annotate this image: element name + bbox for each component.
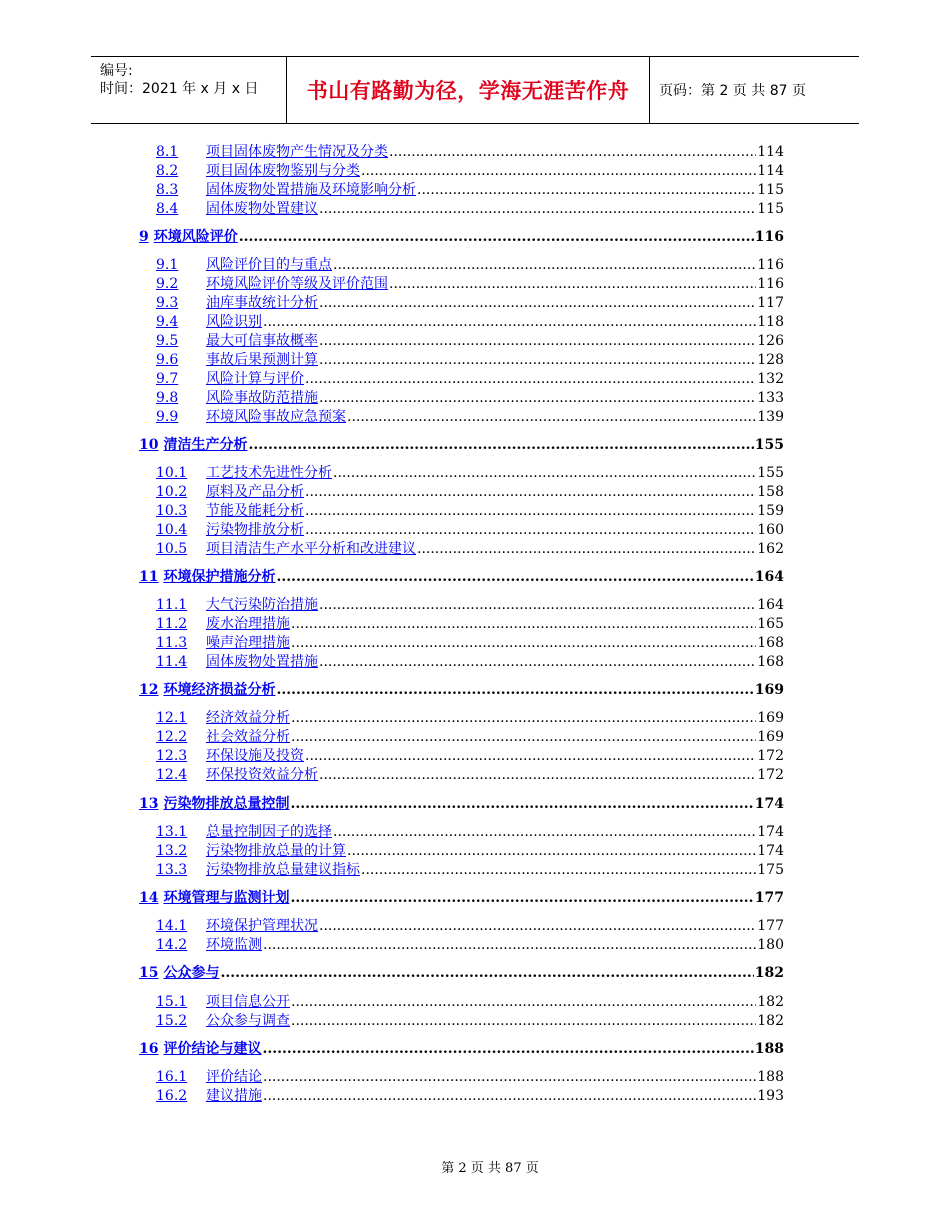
toc-entry-page: 115 bbox=[757, 182, 784, 198]
toc-section-page: 169 bbox=[754, 682, 784, 698]
toc-entry-page: 118 bbox=[757, 314, 784, 330]
toc-entry-page: 174 bbox=[757, 843, 784, 859]
toc-entry-number[interactable]: 13.3 bbox=[156, 862, 188, 878]
toc-entry[interactable] bbox=[156, 502, 784, 521]
toc-entry-title[interactable]: 项目固体废物产生情况及分类 bbox=[206, 144, 388, 160]
toc-entry-number[interactable]: 10.5 bbox=[156, 541, 188, 557]
toc-entry-page: 180 bbox=[757, 937, 784, 953]
toc-leader-dots bbox=[319, 389, 756, 408]
toc-leader-dots bbox=[319, 596, 756, 615]
toc-entry-page: 158 bbox=[757, 484, 784, 500]
toc-section-page: 164 bbox=[754, 569, 784, 585]
toc-entry-page: 155 bbox=[757, 465, 784, 481]
toc-entry-page: 168 bbox=[757, 654, 784, 670]
toc-entry-page: 116 bbox=[757, 257, 784, 273]
toc-entry-title[interactable]: 节能及能耗分析 bbox=[206, 503, 304, 519]
toc-entry-title[interactable]: 风险计算与评价 bbox=[206, 371, 304, 387]
toc-section-title[interactable]: 公众参与 bbox=[163, 965, 220, 981]
toc-section-number[interactable]: 10 bbox=[139, 437, 159, 453]
toc-entry-number[interactable]: 9.9 bbox=[156, 409, 179, 425]
motto-text: 书山有路勤为径，学海无涯苦作舟 bbox=[306, 79, 630, 103]
toc-entry[interactable] bbox=[156, 351, 784, 370]
toc-entry-page: 162 bbox=[757, 541, 784, 557]
toc-section[interactable] bbox=[139, 1040, 784, 1059]
toc-entry-number[interactable]: 11.2 bbox=[156, 616, 188, 632]
toc-entry-page: 172 bbox=[757, 748, 784, 764]
toc-entry-number[interactable]: 9.6 bbox=[156, 352, 179, 368]
toc-entry-page: 116 bbox=[757, 276, 784, 292]
toc-entry-number[interactable]: 8.2 bbox=[156, 163, 179, 179]
toc-section[interactable] bbox=[139, 681, 784, 700]
toc-section[interactable] bbox=[139, 436, 784, 455]
toc-entry-title[interactable]: 风险事故防范措施 bbox=[206, 390, 318, 406]
toc-leader-dots bbox=[263, 1068, 756, 1087]
toc-entry-page: 114 bbox=[757, 163, 784, 179]
toc-leader-dots bbox=[263, 1087, 756, 1106]
header-page-cell bbox=[650, 57, 859, 123]
toc-entry-title[interactable]: 风险识别 bbox=[206, 314, 262, 330]
toc-entry[interactable] bbox=[156, 162, 784, 181]
toc-entry-page: 117 bbox=[757, 295, 784, 311]
toc-entry[interactable] bbox=[156, 540, 784, 559]
toc-entry-page: 132 bbox=[757, 371, 784, 387]
toc-section-number[interactable]: 14 bbox=[139, 890, 159, 906]
toc-leader-dots bbox=[361, 861, 756, 880]
toc-entry-title[interactable]: 风险评价目的与重点 bbox=[206, 257, 332, 273]
toc-entry-page: 126 bbox=[757, 333, 784, 349]
toc-section-title[interactable]: 环境风险评价 bbox=[153, 229, 238, 245]
toc-leader-dots bbox=[417, 181, 756, 200]
toc-entry-number[interactable]: 14.1 bbox=[156, 918, 188, 934]
toc-entry-title[interactable]: 环境监测 bbox=[206, 937, 262, 953]
toc-section[interactable] bbox=[139, 568, 784, 587]
toc-leader-dots bbox=[290, 795, 753, 814]
toc-entry-page: 193 bbox=[757, 1088, 784, 1104]
toc-section-page: 116 bbox=[754, 229, 784, 245]
toc-entry-title[interactable]: 噪声治理措施 bbox=[206, 635, 290, 651]
toc-entry-number[interactable]: 11.1 bbox=[156, 597, 188, 613]
toc-entry-title[interactable]: 污染物排放总量的计算 bbox=[206, 843, 346, 859]
toc-entry[interactable] bbox=[156, 370, 784, 389]
toc-entry-title[interactable]: 事故后果预测计算 bbox=[206, 352, 318, 368]
toc-entry-number[interactable]: 9.7 bbox=[156, 371, 179, 387]
toc-leader-dots bbox=[305, 370, 756, 389]
toc-entry-title[interactable]: 工艺技术先进性分析 bbox=[206, 465, 332, 481]
toc-entry-title[interactable]: 评价结论 bbox=[206, 1069, 262, 1085]
toc-leader-dots bbox=[291, 1012, 756, 1031]
toc-entry-number[interactable]: 15.1 bbox=[156, 994, 188, 1010]
page-header bbox=[91, 56, 859, 124]
toc-entry-page: 174 bbox=[757, 824, 784, 840]
toc-entry-page: 172 bbox=[757, 767, 784, 783]
toc-section-page: 177 bbox=[754, 890, 784, 906]
toc-section[interactable] bbox=[139, 795, 784, 814]
toc-entry-title[interactable]: 社会效益分析 bbox=[206, 729, 290, 745]
toc-section-title[interactable]: 清洁生产分析 bbox=[163, 437, 248, 453]
toc-leader-dots bbox=[305, 521, 756, 540]
toc-leader-dots bbox=[291, 634, 756, 653]
toc-leader-dots bbox=[319, 332, 756, 351]
toc-entry[interactable] bbox=[156, 1068, 784, 1087]
toc-entry-title[interactable]: 环保投资效益分析 bbox=[206, 767, 318, 783]
toc-entry-number[interactable]: 16.1 bbox=[156, 1069, 188, 1085]
toc-entry-number[interactable]: 10.4 bbox=[156, 522, 188, 538]
toc-entry[interactable] bbox=[156, 917, 784, 936]
toc-leader-dots bbox=[248, 436, 753, 455]
toc-entry[interactable] bbox=[156, 766, 784, 785]
toc-entry-title[interactable]: 固体废物处置建议 bbox=[206, 201, 318, 217]
toc-entry-number[interactable]: 10.2 bbox=[156, 484, 188, 500]
toc-section[interactable] bbox=[139, 889, 784, 908]
toc-section-number[interactable]: 15 bbox=[139, 965, 159, 981]
toc-entry-title[interactable]: 污染物排放分析 bbox=[206, 522, 304, 538]
header-meta-cell bbox=[91, 57, 287, 123]
toc-section-title[interactable]: 环境保护措施分析 bbox=[163, 569, 276, 585]
toc-leader-dots bbox=[347, 408, 756, 427]
toc-leader-dots bbox=[319, 294, 756, 313]
toc-entry-page: 133 bbox=[757, 390, 784, 406]
toc-entry-title[interactable]: 环境保护管理状况 bbox=[206, 918, 318, 934]
toc-section-number[interactable]: 9 bbox=[139, 229, 149, 245]
toc-leader-dots bbox=[319, 200, 756, 219]
toc-leader-dots bbox=[239, 228, 754, 247]
toc-leader-dots bbox=[333, 823, 756, 842]
toc-entry-page: 182 bbox=[757, 1013, 784, 1029]
toc-section-title[interactable]: 环境经济损益分析 bbox=[163, 682, 276, 698]
toc-entry-title[interactable]: 污染物排放总量建议指标 bbox=[206, 862, 360, 878]
toc-leader-dots bbox=[361, 162, 756, 181]
toc-leader-dots bbox=[305, 747, 756, 766]
toc-entry-page: 159 bbox=[757, 503, 784, 519]
toc-entry-title[interactable]: 废水治理措施 bbox=[206, 616, 290, 632]
toc-entry[interactable] bbox=[156, 181, 784, 200]
toc-entry-number[interactable]: 10.1 bbox=[156, 465, 188, 481]
toc-entry-title[interactable]: 项目信息公开 bbox=[206, 994, 290, 1010]
toc-entry-title[interactable]: 最大可信事故概率 bbox=[206, 333, 318, 349]
toc-leader-dots bbox=[347, 842, 756, 861]
toc-entry-number[interactable]: 12.2 bbox=[156, 729, 188, 745]
toc-entry-number[interactable]: 11.4 bbox=[156, 654, 188, 670]
toc-entry[interactable] bbox=[156, 389, 784, 408]
toc-entry-number[interactable]: 13.2 bbox=[156, 843, 188, 859]
toc-leader-dots bbox=[262, 1040, 753, 1059]
toc-entry-page: 160 bbox=[757, 522, 784, 538]
toc-leader-dots bbox=[291, 709, 756, 728]
toc-entry[interactable] bbox=[156, 256, 784, 275]
toc-entry[interactable] bbox=[156, 143, 784, 162]
toc-leader-dots bbox=[291, 615, 756, 634]
toc-entry-page: 164 bbox=[757, 597, 784, 613]
toc-entry[interactable] bbox=[156, 747, 784, 766]
toc-entry-number[interactable]: 12.4 bbox=[156, 767, 188, 783]
toc-entry-page: 169 bbox=[757, 729, 784, 745]
toc-section-title[interactable]: 环境管理与监测计划 bbox=[163, 890, 290, 906]
toc-entry-page: 114 bbox=[757, 144, 784, 160]
toc-entry[interactable] bbox=[156, 1012, 784, 1031]
toc-entry-page: 175 bbox=[757, 862, 784, 878]
toc-section-page: 155 bbox=[754, 437, 784, 453]
toc-entry[interactable] bbox=[156, 653, 784, 672]
toc-leader-dots bbox=[389, 143, 756, 162]
toc-entry-title[interactable]: 大气污染防治措施 bbox=[206, 597, 318, 613]
toc-entry-page: 177 bbox=[757, 918, 784, 934]
toc-entry[interactable] bbox=[156, 408, 784, 427]
toc-entry-title[interactable]: 项目固体废物鉴别与分类 bbox=[206, 163, 360, 179]
toc-leader-dots bbox=[263, 936, 756, 955]
toc-section-title[interactable]: 污染物排放总量控制 bbox=[163, 796, 290, 812]
toc-entry[interactable] bbox=[156, 1087, 784, 1106]
toc-section-title[interactable]: 评价结论与建议 bbox=[163, 1041, 262, 1057]
toc-entry-number[interactable]: 9.1 bbox=[156, 257, 179, 273]
header-motto-cell bbox=[287, 57, 650, 123]
toc-entry-page: 188 bbox=[757, 1069, 784, 1085]
toc-entry-title[interactable]: 总量控制因子的选择 bbox=[206, 824, 332, 840]
toc-section[interactable] bbox=[139, 228, 784, 247]
toc-entry-title[interactable]: 环境风险评价等级及评价范围 bbox=[206, 276, 388, 292]
toc-leader-dots bbox=[333, 256, 756, 275]
toc-leader-dots bbox=[319, 653, 756, 672]
toc-leader-dots bbox=[305, 483, 756, 502]
toc-entry-page: 115 bbox=[757, 201, 784, 217]
toc-entry[interactable] bbox=[156, 294, 784, 313]
toc-entry-number[interactable]: 10.3 bbox=[156, 503, 188, 519]
toc-leader-dots bbox=[319, 766, 756, 785]
toc-entry-number[interactable]: 9.5 bbox=[156, 333, 179, 349]
toc-entry-number[interactable]: 9.8 bbox=[156, 390, 179, 406]
toc-leader-dots bbox=[276, 681, 753, 700]
toc-entry[interactable] bbox=[156, 842, 784, 861]
toc-entry[interactable] bbox=[156, 634, 784, 653]
toc-entry-page: 168 bbox=[757, 635, 784, 651]
toc-leader-dots bbox=[319, 351, 756, 370]
toc-entry-title[interactable]: 固体废物处置措施 bbox=[206, 654, 318, 670]
toc-entry-page: 139 bbox=[757, 409, 784, 425]
code-label: 编号: bbox=[100, 63, 133, 79]
toc-entry-title[interactable]: 环保设施及投资 bbox=[206, 748, 304, 764]
toc-section-number[interactable]: 11 bbox=[139, 569, 159, 585]
toc-entry[interactable] bbox=[156, 861, 784, 880]
toc-section-number[interactable]: 16 bbox=[139, 1041, 159, 1057]
toc-entry-number[interactable]: 14.2 bbox=[156, 937, 188, 953]
toc-leader-dots bbox=[220, 964, 753, 983]
toc-entry[interactable] bbox=[156, 521, 784, 540]
toc-leader-dots bbox=[417, 540, 756, 559]
toc-entry-title[interactable]: 固体废物处置措施及环境影响分析 bbox=[206, 182, 416, 198]
toc-entry-number[interactable]: 9.3 bbox=[156, 295, 179, 311]
toc-entry-number[interactable]: 13.1 bbox=[156, 824, 188, 840]
toc-entry-title[interactable]: 项目清洁生产水平分析和改进建议 bbox=[206, 541, 416, 557]
toc-entry-number[interactable]: 8.4 bbox=[156, 201, 179, 217]
toc-entry-title[interactable]: 油库事故统计分析 bbox=[206, 295, 318, 311]
toc-entry-title[interactable]: 原料及产品分析 bbox=[206, 484, 304, 500]
toc-leader-dots bbox=[291, 728, 756, 747]
toc-entry-page: 165 bbox=[757, 616, 784, 632]
toc-section-page: 182 bbox=[754, 965, 784, 981]
toc-entry-number[interactable]: 11.3 bbox=[156, 635, 188, 651]
toc-entry[interactable] bbox=[156, 596, 784, 615]
toc-entry[interactable] bbox=[156, 483, 784, 502]
toc-entry-number[interactable]: 15.2 bbox=[156, 1013, 188, 1029]
toc-leader-dots bbox=[319, 917, 756, 936]
toc-entry[interactable] bbox=[156, 615, 784, 634]
toc-entry[interactable] bbox=[156, 936, 784, 955]
toc-entry-title[interactable]: 建议措施 bbox=[206, 1088, 262, 1104]
toc-entry[interactable] bbox=[156, 313, 784, 332]
toc-section[interactable] bbox=[139, 964, 784, 983]
toc-leader-dots bbox=[305, 502, 756, 521]
toc-entry[interactable] bbox=[156, 275, 784, 294]
toc-entry-number[interactable]: 9.4 bbox=[156, 314, 179, 330]
toc-entry[interactable] bbox=[156, 332, 784, 351]
toc-entry-title[interactable]: 经济效益分析 bbox=[206, 710, 290, 726]
toc-entry-title[interactable]: 环境风险事故应急预案 bbox=[206, 409, 346, 425]
toc-entry[interactable] bbox=[156, 200, 784, 219]
toc-leader-dots bbox=[290, 889, 753, 908]
toc-leader-dots bbox=[276, 568, 753, 587]
toc-entry-number[interactable]: 8.1 bbox=[156, 144, 179, 160]
toc-entry[interactable] bbox=[156, 464, 784, 483]
toc-entry-number[interactable]: 16.2 bbox=[156, 1088, 188, 1104]
toc-section-number[interactable]: 12 bbox=[139, 682, 159, 698]
toc-leader-dots bbox=[333, 464, 756, 483]
toc-entry-number[interactable]: 9.2 bbox=[156, 276, 179, 292]
toc-leader-dots bbox=[263, 313, 756, 332]
toc-entry-page: 182 bbox=[757, 994, 784, 1010]
toc-section-page: 174 bbox=[754, 796, 784, 812]
toc-section-number[interactable]: 13 bbox=[139, 796, 159, 812]
toc-leader-dots bbox=[291, 993, 756, 1012]
toc-entry-page: 128 bbox=[757, 352, 784, 368]
toc-entry[interactable] bbox=[156, 709, 784, 728]
toc-section-page: 188 bbox=[754, 1041, 784, 1057]
toc-entry[interactable] bbox=[156, 728, 784, 747]
toc-entry-title[interactable]: 公众参与调查 bbox=[206, 1013, 290, 1029]
toc-leader-dots bbox=[389, 275, 756, 294]
time-label: 时间：2021 年 x 月 x 日 bbox=[100, 81, 259, 97]
toc-entry-number[interactable]: 12.1 bbox=[156, 710, 188, 726]
toc-entry-page: 169 bbox=[757, 710, 784, 726]
toc-entry-number[interactable]: 8.3 bbox=[156, 182, 179, 198]
toc-entry[interactable] bbox=[156, 993, 784, 1012]
toc-entry[interactable] bbox=[156, 823, 784, 842]
toc-entry-number[interactable]: 12.3 bbox=[156, 748, 188, 764]
page-code: 页码：第 2 页 共 87 页 bbox=[659, 83, 806, 99]
page-footer: 第 2 页 共 87 页 bbox=[441, 1161, 539, 1176]
